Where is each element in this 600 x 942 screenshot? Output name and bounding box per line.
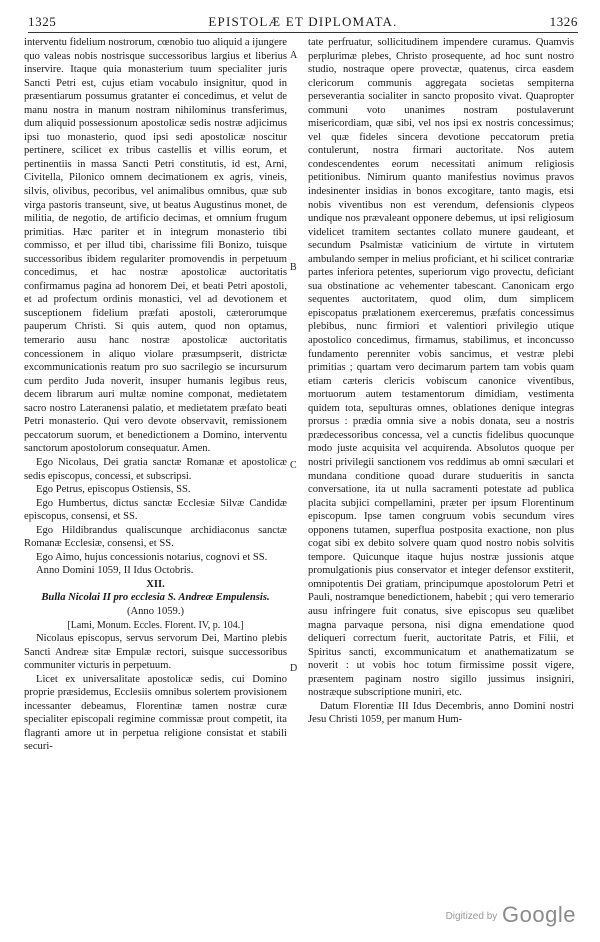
document-number: XII.: [146, 578, 165, 590]
margin-letter-d: D: [290, 663, 298, 674]
digitization-watermark: [446, 902, 576, 928]
watermark-prefix: Digitized by: [445, 911, 498, 922]
document-intro: Nicolaus episcopus, servus servorum Dei, Martino plebis Sancti Andreæ sitæ Empulæ rectori, suisque successoribus communiter victuris in perpetuum.: [24, 633, 287, 672]
margin-letter-c: C: [290, 460, 297, 471]
margin-letter-b: B: [290, 262, 297, 273]
signature-line: Ego Petrus, episcopus Ostiensis, SS.: [36, 484, 191, 496]
document-source: [Lami, Monum. Eccles. Florent. IV, p. 104.]: [67, 619, 244, 631]
header-rule: [28, 32, 578, 33]
signature-line: Ego Humbertus, dictus sanctæ Ecclesiæ Silvæ Candidæ episcopus, consensi, et SS.: [24, 497, 287, 523]
left-column: [24, 36, 287, 896]
right-paragraph-1: tate perfruatur, sollicitudinem impendere curamus. Quamvis perplurimæ plebes, Christo prosequente, ad hoc sunt nostro studio, nostraque opere provectæ, quatenus, circa easdem clericorum communis aggregata societas sempiterna perseverantia socialiter in sancto proposito vivat. Quapropter communi voto unanimes nostram postulaverunt misericordiam, quæ sibi, vel nos ipsi ex nostris concessimus; vel quæ fideles sincera devotione peccatorum pretia contulerunt, nostra firmari auctoritate. Nos autem condescendentes eorum necessitati animum religiosis petitionibus. Nimirum quanto manifestius novimus pravos indesinenter insidias in bonos excogitare, tanto magis, etsi nobis viventibus non est verendum, defensionis clypeos undique nos prævaleant opponere debemus, ut ipsi religiosum videlicet tramitem sectantes collato munere gaudeant, et secundum Psalmistæ vaticinium de virtute in virtutem ambulando semper in melius proficiant, et hi scilicet contrariæ partes inferiora petentes, superiorum vigo provectu, deficiant sua obstinatione ac vehementer tabescant. Canonicam ergo sequentes auctoritatem, quod olim, dum simplicem episcopatus prælationem exerceremus, præfatis concessimus plebibus, nunc firmiori et valentiori privilegio utique apostolico concedimus, firmamus, stabilimus, et inconcusso fundamento perenniter vobis sancimus, et vestræ plebi primitias ; quartam vero decimarum partem tam vobis quam etiam cæteris clericis vobiscum canonice viventibus, mortuorum autem testamentorum dimidiam, vestimenta quidem tota, sepulturas omnes, oblationes denique integras prorsus : prædia omnia sive a nobis donata, seu a nostris prædecessoribus concessa, vel a cunctis fidelibus quocunque modo juste acquisita vel acquirenda. Absolutos quoque per nostri privilegii sanctionem vos reddimus ab omni sæculari et mundana conditione quoad durare studueritis in sancta conversatione, ita ut nulla sacramenti potestate ad publica placita subjici compellamini, præter per ipsum Florentinum episcopum. Ipse tamen congruum vobis secundum vires opponens tutamen, superflua postposita exactione, non plus cogat sibi ex debito solvere quam quod nostro nobis solvitis tempore. Quicunque itaque hujus nostræ jussionis atque promulgationis pius conservator et integer defensor exstiterit, omnipotentis Dei gratiam, principumque apostolorum Petri et Pauli, nostramque benedictionem, habebit ; qui vero temerario ausu infringere fuit conatus, sive episcopus seu quælibet magna parvaque persona, nisi digna emendatione quod deliqueri correctum fuerit, auctoritate Patris, et Filii, et Spiritus sancti, excommunicatum et anathematizatum se noverit : ut vobis hoc totum firmissime possit vigere, præsentem paginam nostro sigillo jussimus insigniri, nostræque subscriptione muniri, etc.: [308, 37, 574, 699]
page-number-right: 1326: [549, 14, 578, 29]
datum-line: Datum Florentiæ III Idus Decembris, anno Domini nostri Jesu Christi 1059, per manum Hum-: [308, 700, 574, 726]
left-paragraph-2: Licet ex universalitate apostolicæ sedis, cui Domino proprie præsidemus, Ecclesiis omnibus solertem provisionem incessanter debeamus, Florentinæ tamen nostræ curæ specialiter episcopali regimine commissæ prout competit, ita flagranti amore ut in perpetua religione consistat et stabili securi-: [24, 673, 287, 753]
margin-letter-a: A: [290, 50, 298, 61]
signature-line: Ego Aimo, hujus concessionis notarius, cognovi et SS.: [36, 551, 268, 563]
date-line: Anno Domini 1059, II Idus Octobris.: [36, 565, 194, 577]
document-year: (Anno 1059.): [126, 605, 185, 617]
signature-line: Ego Hildibrandus qualiscunque archidiaconus sanctæ Romanæ Ecclesiæ, consensi, et SS.: [24, 524, 287, 550]
page-number-left: 1325: [28, 14, 57, 29]
right-column: [308, 36, 574, 896]
signature-line: Ego Nicolaus, Dei gratia sanctæ Romanæ et apostolicæ sedis episcopus, concessi, et subscripsi.: [24, 456, 287, 482]
running-header: [28, 14, 578, 32]
left-paragraph-1: interventu fidelium nostrorum, cœnobio tuo aliquid a ijungere quo valeas nobis nostrisque successoribus largius et liberius inservire. Itaque quia monasterium tuum specialiter juris Sancti Petri est, cujus etiam vocabulo insignitur, quod in præsentiarum possumus gratanter ei concedimus, et velut de manu nostra in manum nostram nihilominus transferimus, dum aliquid possessionum apostolicæ sedis nostræ adjicimus ipsi tuo monasterio, quod ipsi sedi apostolicæ noscitur pertinere, scilicet ex tribus castellis et villis eorum, et pertinentiis in massa Sancti Petri constitutis, id est, Arni, Civitella, Pilonico omnem decimationem ex agris, vineis, silvis, olivibus, pecoribus, vel animalibus omnibus, quæ sub virga pastoris transeunt, sive, ut beatus Augustinus monet, de militia, de negotio, de artificio decimas, et omnium frugum primitias. Hæc pariter et in integrum monasterio tibi commisso, et per illud tibi, charissime fili Bonizo, tuisque successoribus ibidem regulariter promovendis in perpetuum concedimus, et hac nostræ apostolicæ auctoritatis confirmamus pagina ad honorem Dei, et beati Petri apostoli, et ad profectum ordinis monastici, vel ad devotionem et susceptionem fidelium præfati apostoli, cæterorumque pauperum Christi. Si quis autem, quod non optamus, temerario ausu hanc nostræ apostolicæ auctoritatis concessionem in aliquo violare præsumpserit, districtæ excommunicationis reatum pro suo sacrilegio se incursurum cum perdito Juda noverit, insuper humanis legibus reus, decem librarum auri multæ nomine componat, medietatem sacro nostro Lateranensi palatio, et medietatem præfato beati Petri monasterio. Qui vero devote observavit, remissionem peccatorum suorum, et benedictionem a Domino, interventu sanctorum apostolorum consequatur. Amen.: [24, 37, 287, 455]
document-title: Bulla Nicolai II pro ecclesia S. Andreæ Empulensis.: [41, 592, 270, 604]
running-title: EPISTOLÆ ET DIPLOMATA.: [208, 14, 398, 29]
google-logo: Google: [502, 902, 576, 927]
